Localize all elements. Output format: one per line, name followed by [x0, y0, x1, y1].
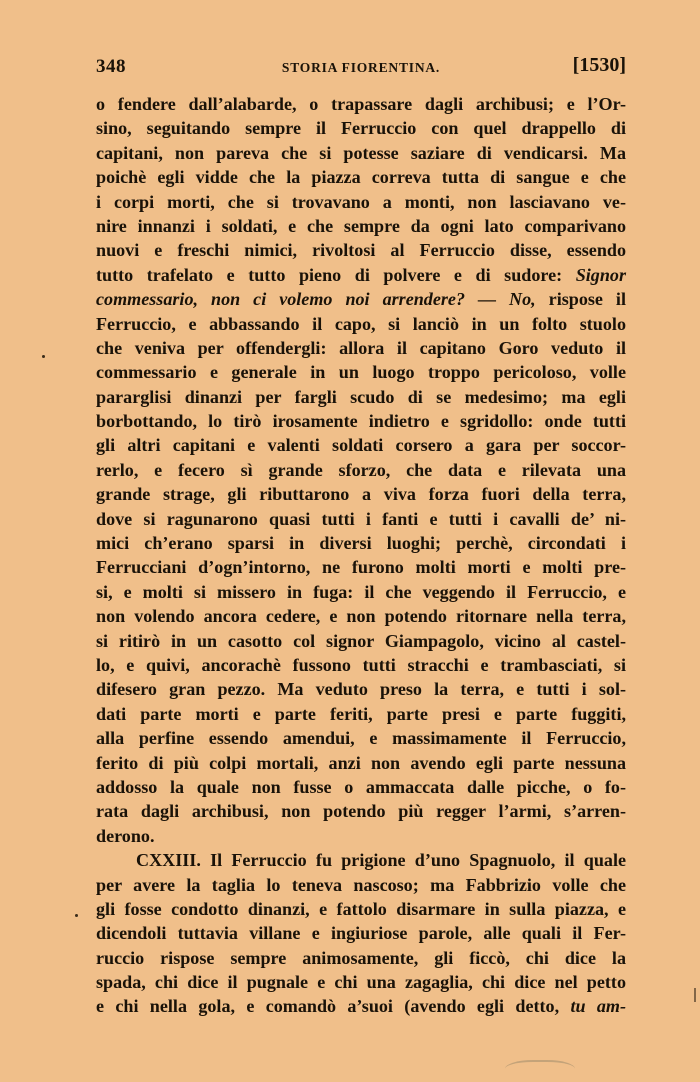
text-line: non volendo ancora cedere, e non potendo ritornare nella terra, — [96, 606, 626, 627]
text-line: rata dagli archibusi, non potendo più regger l’armi, s’arren- — [96, 801, 626, 822]
running-head — [96, 52, 626, 82]
text-line: grande strage, gli ributtarono a viva forza fuori della terra, — [96, 484, 626, 505]
text-line: dati parte morti e parte feriti, parte presi e parte fuggiti, — [96, 703, 626, 724]
year-bracket: [1530] — [572, 54, 626, 76]
page-number: 348 — [96, 56, 126, 77]
paragraph-start-line: CXXIII. Il Ferruccio fu prigione d’uno Spagnuolo, il quale — [136, 850, 626, 871]
text-line: poichè egli vidde che la piazza correva tutta di sangue e che — [96, 167, 626, 188]
text-line: ruccio rispose sempre animosamente, gli ficcò, chi dice la — [96, 947, 626, 968]
text-line: commessario e generale in un luogo troppo pericoloso, volle — [96, 362, 626, 383]
text-line: spada, chi dice il pugnale e chi una zagaglia, chi dice nel petto — [96, 972, 626, 993]
text-line — [96, 994, 626, 1018]
text-line: Ferrucciani d’ogn’intorno, ne furono molti morti e molti pre- — [96, 557, 626, 578]
text-line: che veniva per offendergli: allora il capitano Goro veduto il — [96, 337, 626, 358]
text-line: si, e molti si missero in fuga: il che veggendo il Ferruccio, e — [96, 581, 626, 602]
text-line: Ferruccio, e abbassando il capo, si lanciò in un folto stuolo — [96, 313, 626, 334]
book-page — [96, 52, 626, 1019]
text-line: derono. — [96, 825, 155, 846]
text-line: borbottando, lo tirò irosamente indietro e sgridollo: onde tutti — [96, 411, 626, 432]
italic-run: Signor — [575, 264, 626, 285]
text-line: nuovi e freschi nimici, rivoltosi al Ferruccio disse, essendo — [96, 240, 626, 261]
body-text — [96, 92, 626, 1019]
italic-run: commessario, non ci volemo noi arrendere? — No, — [96, 289, 536, 310]
text-run: rispose il — [535, 289, 626, 310]
text-line: nire innanzi i soldati, e che sempre da ogni lato comparivano — [96, 215, 626, 236]
text-line — [96, 287, 626, 311]
text-line: ferito di più colpi mortali, anzi non avendo egli parte nessuna — [96, 752, 626, 773]
text-line: si ritirò in un casotto col signor Giampagolo, vicino al castel- — [96, 630, 626, 651]
margin-speck — [42, 355, 45, 358]
text-line: alla perfine essendo amendui, e massimamente il Ferruccio, — [96, 728, 626, 749]
text-line: pararglisi dinanzi per fargli scudo di se medesimo; ma egli — [96, 386, 626, 407]
text-run: e chi nella gola, e comandò a’suoi (avendo egli detto, — [96, 996, 571, 1017]
text-line: dicendoli tuttavia villane e ingiuriose parole, alle quali il Fer- — [96, 923, 626, 944]
text-line: i corpi morti, che si trovavano a monti, non lasciavano ve- — [96, 191, 626, 212]
text-line: o fendere dall’alabarde, o trapassare dagli archibusi; e l’Or- — [96, 94, 626, 114]
text-line: sino, seguitando sempre il Ferruccio con quel drappello di — [96, 118, 626, 139]
text-line: gli altri capitani e valenti soldati corsero a gara per soccor- — [96, 435, 626, 456]
text-line: dove si ragunarono quasi tutti i fanti e tutti i cavalli de’ ni- — [96, 508, 626, 529]
text-line: per avere la taglia lo teneva nascoso; ma Fabbrizio volle che — [96, 874, 626, 895]
scan-watermark-fragment — [505, 1060, 575, 1082]
text-line: rerlo, e fecero sì grande sforzo, che data e rilevata una — [96, 459, 626, 480]
text-line: mici ch’erano sparsi in diversi luoghi; perchè, circondati i — [96, 533, 626, 554]
italic-run: tu am- — [570, 996, 626, 1017]
text-line — [96, 263, 626, 287]
text-line: gli fosse condotto dinanzi, e fattolo disarmare in sulla piazza, e — [96, 898, 626, 919]
running-title: STORIA FIORENTINA. — [281, 60, 441, 75]
text-line: difesero gran pezzo. Ma veduto preso la terra, e tutti i sol- — [96, 679, 626, 700]
text-line: addosso la quale non fusse o ammaccata dalle picche, o fo- — [96, 776, 626, 797]
margin-speck — [75, 914, 78, 917]
text-run: tutto trafelato e tutto pieno di polvere e di sudore: — [96, 264, 576, 285]
margin-mark — [694, 988, 696, 1002]
text-line: capitani, non pareva che si potesse saziare di vendicarsi. Ma — [96, 142, 626, 163]
text-line: lo, e quivi, ancorachè fussono tutti stracchi e trambasciati, si — [96, 654, 626, 675]
